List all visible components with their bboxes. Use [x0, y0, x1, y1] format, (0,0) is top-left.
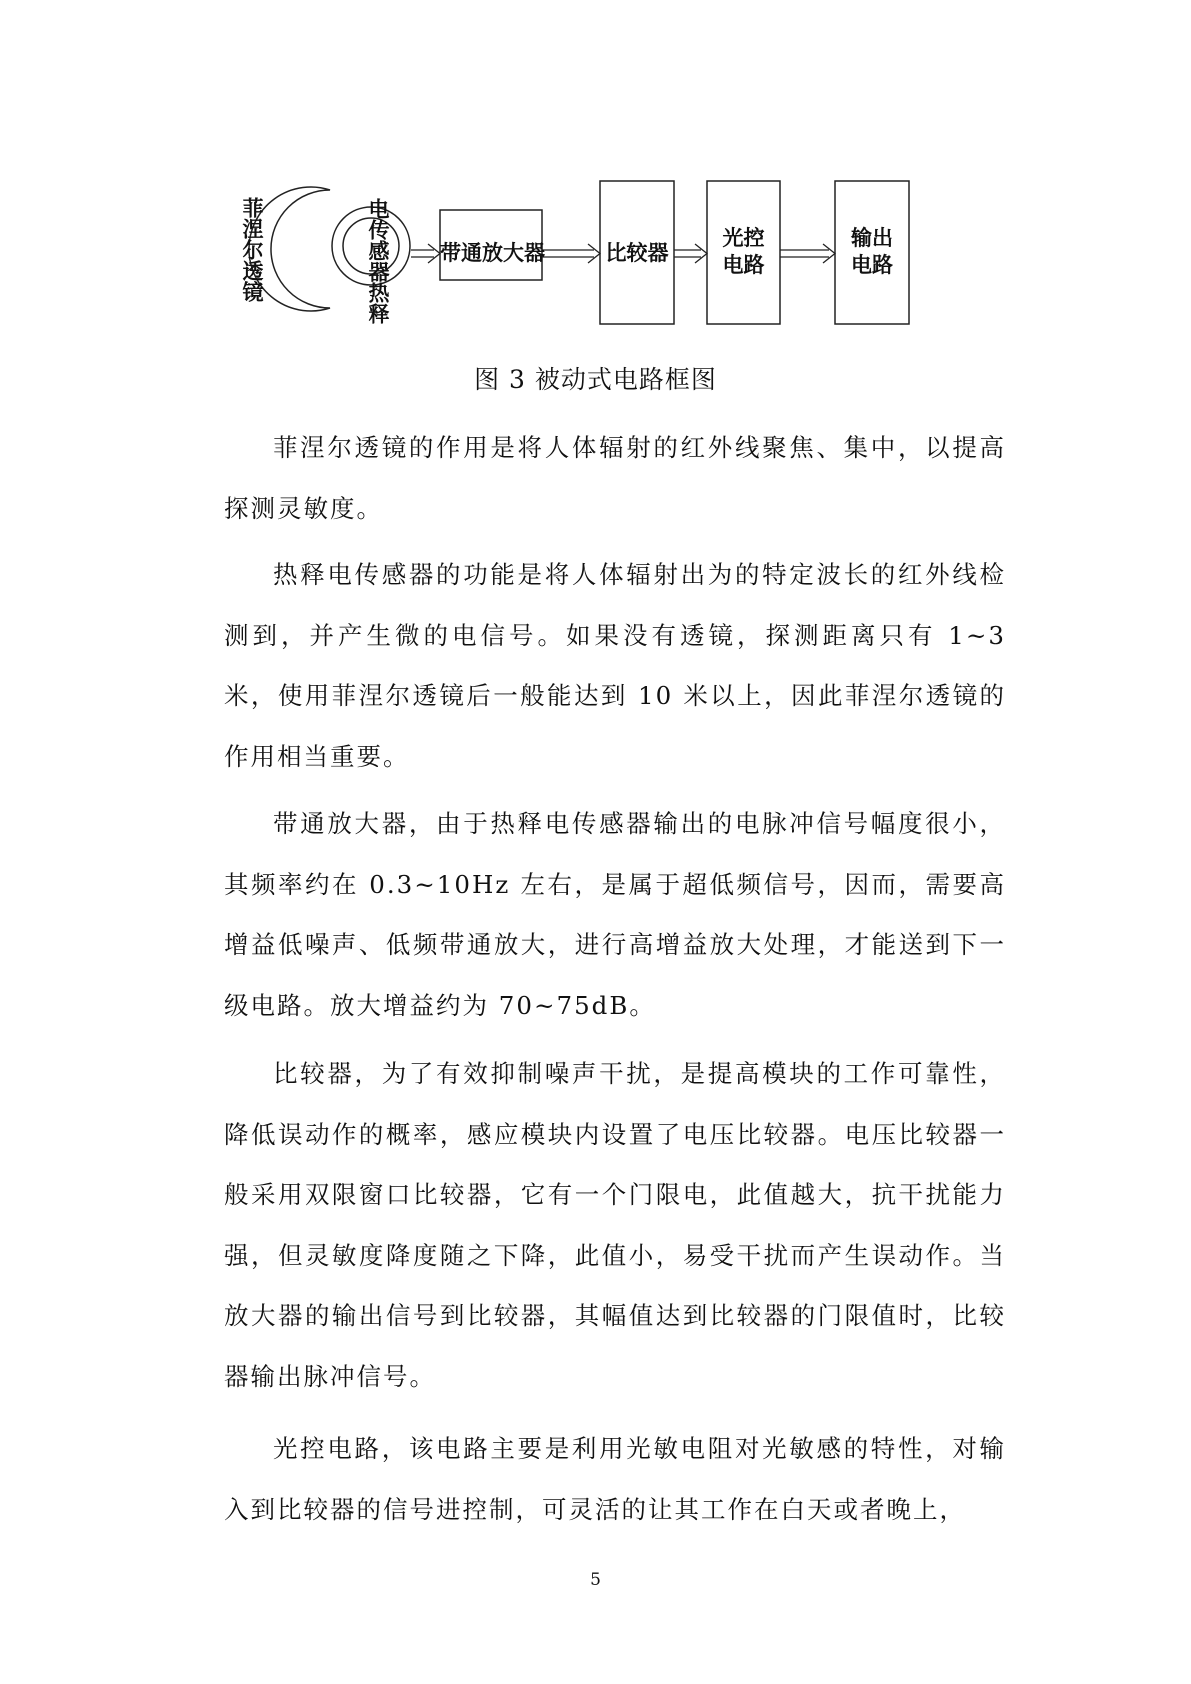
block-comparator-label: 比较器 — [605, 241, 669, 265]
figure-caption: 图 3 被动式电路框图 — [474, 365, 717, 394]
sensor-label-line2: 电传感器 — [366, 198, 390, 282]
block-diagram — [0, 0, 1191, 340]
paragraph-fresnel-lens: 菲涅尔透镜的作用是将人体辐射的红外线聚焦、集中，以提高探测灵敏度。 — [224, 433, 1006, 523]
block-bandpass-amplifier-label: 带通放大器 — [440, 241, 545, 265]
arrow-amplifier-to-comparator — [542, 244, 600, 263]
arrow-comparator-to-light-control — [674, 244, 707, 263]
block-light-control-label: 光控 电路 — [722, 226, 765, 277]
page-number: 5 — [590, 1570, 601, 1590]
arrow-sensor-to-amplifier — [411, 244, 440, 263]
paragraph-pyroelectric-sensor: 热释电传感器的功能是将人体辐射出为的特定波长的红外线检测到，并产生微的电信号。如果没有透镜，探测距离只有 1~3 米，使用菲涅尔透镜后一般能达到 10 米以上，因此菲涅尔透镜的作用相当重要。 — [224, 560, 1006, 771]
arrow-light-control-to-output — [780, 244, 835, 263]
lens-label: 菲涅尔透镜 — [240, 197, 264, 302]
block-output-label: 输出 电路 — [851, 226, 893, 277]
paragraph-light-control: 光控电路，该电路主要是利用光敏电阻对光敏感的特性，对输入到比较器的信号进控制，可灵活的让其工作在白天或者晚上， — [224, 1434, 1006, 1524]
paragraph-comparator: 比较器，为了有效抑制噪声干扰，是提高模块的工作可靠性，降低误动作的概率，感应模块内设置了电压比较器。电压比较器一般采用双限窗口比较器，它有一个门限电，此值越大，抗干扰能力强，但灵敏度降度随之下降，此值小，易受干扰而产生误动作。当放大器的输出信号到比较器，其幅值达到比较器的门限值时，比较器输出脉冲信号。 — [224, 1059, 1006, 1391]
sensor-label-line1: 热释 — [366, 282, 390, 324]
paragraph-bandpass-amplifier: 带通放大器，由于热释电传感器输出的电脉冲信号幅度很小，其频率约在 0.3~10Hz 左右，是属于超低频信号，因而，需要高增益低噪声、低频带通放大，进行高增益放大处理，才能送到下一级电路。放大增益约为 70~75dB。 — [224, 809, 1006, 1020]
